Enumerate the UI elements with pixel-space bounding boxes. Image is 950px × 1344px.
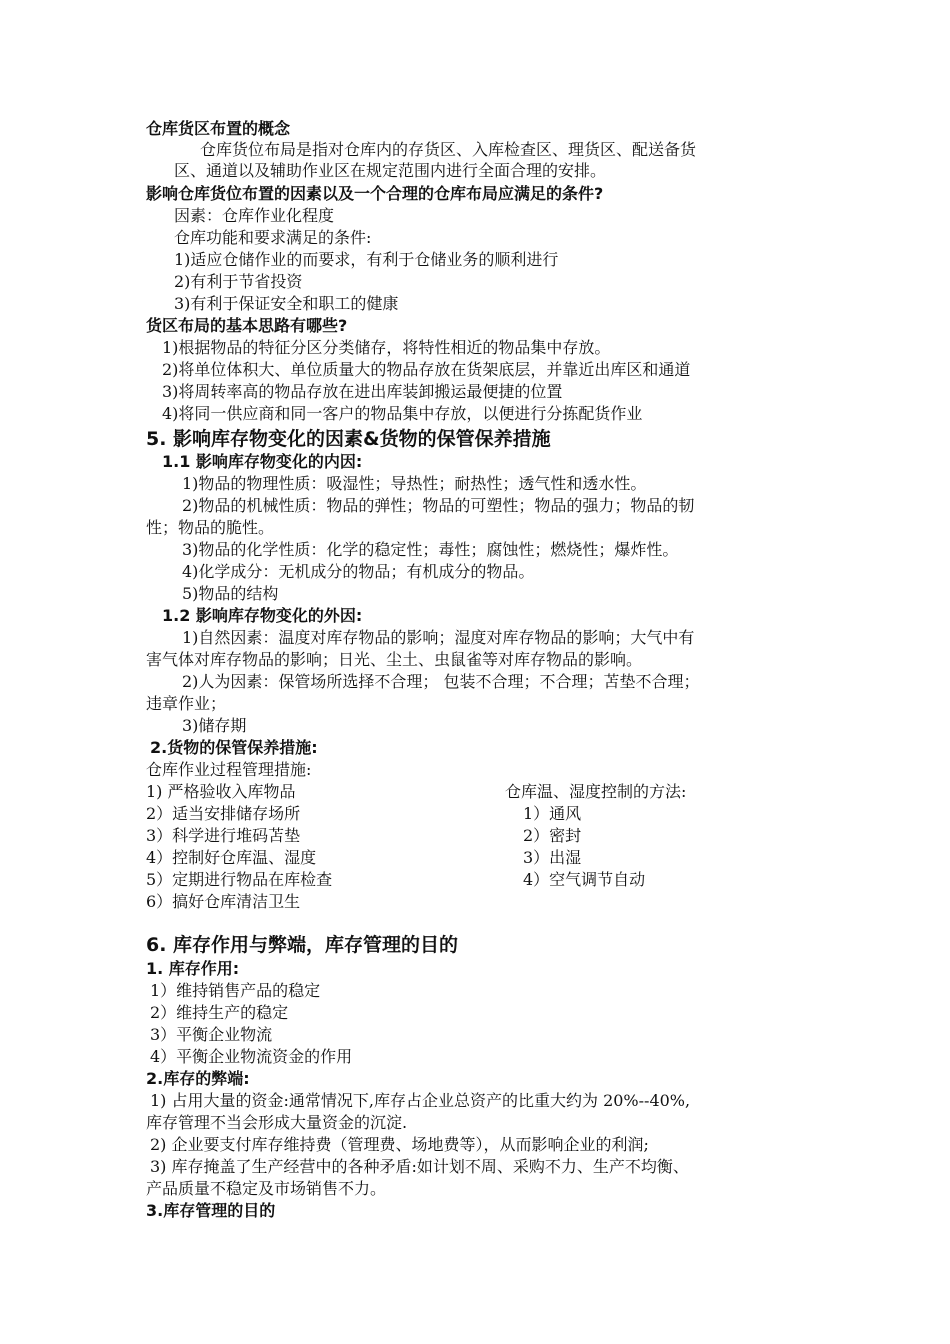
list-item: 4）控制好仓库温、湿度	[146, 848, 317, 867]
list-item: 2)有利于节省投资	[174, 272, 303, 291]
list-item: 3）出湿	[523, 848, 582, 867]
paragraph-line: 3)储存期	[182, 716, 247, 735]
paragraph-line: 区、通道以及辅助作业区在规定范围内进行全面合理的安排。	[174, 161, 607, 180]
list-item: 3)将周转率高的物品存放在进出库装卸搬运最便捷的位置	[162, 382, 563, 401]
paragraph-line: 害气体对库存物品的影响；日光、尘土、虫鼠雀等对库存物品的影响。	[146, 650, 643, 669]
list-item: 6）搞好仓库清洁卫生	[146, 892, 301, 911]
list-item: 2)将单位体积大、单位质量大的物品存放在货架底层，并靠近出库区和通道	[162, 360, 691, 379]
subheading-drawbacks: 2.库存的弊端:	[146, 1069, 250, 1088]
list-item: 2）适当安排储存场所	[146, 804, 301, 823]
section-heading-6: 6. 库存作用与弊端，库存管理的目的	[146, 934, 459, 956]
list-item: 4）空气调节自动	[523, 870, 646, 889]
paragraph-line: 3)物品的化学性质：化学的稳定性；毒性；腐蚀性；燃烧性；爆炸性。	[182, 540, 679, 559]
list-item: 4）平衡企业物流资金的作用	[150, 1047, 353, 1066]
list-item: 1)适应仓储作业的而要求，有利于仓储业务的顺利进行	[174, 250, 559, 269]
paragraph-line: 1)自然因素：温度对库存物品的影响；湿度对库存物品的影响；大气中有	[182, 628, 695, 647]
paragraph-line: 因素：仓库作业化程度	[174, 206, 335, 225]
paragraph-line: 仓库温、湿度控制的方法:	[505, 782, 687, 801]
list-item: 3）科学进行堆码苫垫	[146, 826, 301, 845]
list-item: 3)有利于保证安全和职工的健康	[174, 294, 399, 313]
list-item: 1）维持销售产品的稳定	[150, 981, 321, 1000]
section-title-layout: 货区布局的基本思路有哪些?	[146, 316, 348, 335]
subheading-measures: 2.货物的保管保养措施:	[150, 738, 318, 757]
list-item: 1）通风	[523, 804, 582, 823]
paragraph-line: 2)物品的机械性质：物品的弹性；物品的可塑性；物品的强力；物品的韧	[182, 496, 695, 515]
paragraph-line: 5)物品的结构	[182, 584, 279, 603]
list-item: 1)根据物品的特征分区分类储存，将特性相近的物品集中存放。	[162, 338, 611, 357]
paragraph-line: 3) 库存掩盖了生产经营中的各种矛盾:如计划不周、采购不力、生产不均衡、	[150, 1157, 689, 1176]
paragraph-line: 1)物品的物理性质：吸湿性；导热性；耐热性；透气性和透水性。	[182, 474, 647, 493]
section-title-concept: 仓库货区布置的概念	[146, 119, 291, 138]
paragraph-line: 违章作业；	[146, 694, 227, 713]
paragraph-line: 库存管理不当会形成大量资金的沉淀.	[146, 1113, 408, 1132]
list-item: 2）维持生产的稳定	[150, 1003, 289, 1022]
paragraph-line: 2)人为因素：保管场所选择不合理； 包装不合理；不合理；苫垫不合理；	[182, 672, 700, 691]
subheading-internal: 1.1 影响库存物变化的内因:	[162, 452, 363, 471]
paragraph-line: 仓库货位布局是指对仓库内的存货区、入库检查区、理货区、配送备货	[200, 140, 697, 159]
list-item: 4)将同一供应商和同一客户的物品集中存放，以便进行分拣配货作业	[162, 404, 643, 423]
paragraph-line: 4)化学成分：无机成分的物品；有机成分的物品。	[182, 562, 535, 581]
list-item: 1) 严格验收入库物品	[146, 782, 296, 801]
paragraph-line: 仓库功能和要求满足的条件:	[174, 228, 372, 247]
paragraph-line: 仓库作业过程管理措施:	[146, 760, 312, 779]
list-item: 5）定期进行物品在库检查	[146, 870, 333, 889]
subheading-external: 1.2 影响库存物变化的外因:	[162, 606, 363, 625]
paragraph-line: 2) 企业要支付库存维持费（管理费、场地费等），从而影响企业的利润;	[150, 1135, 649, 1154]
list-item: 3）平衡企业物流	[150, 1025, 273, 1044]
paragraph-line: 产品质量不稳定及市场销售不力。	[146, 1179, 387, 1198]
paragraph-line: 性；物品的脆性。	[146, 518, 275, 537]
subheading-purpose: 3.库存管理的目的	[146, 1201, 276, 1220]
section-title-factors: 影响仓库货位布置的因素以及一个合理的仓库布局应满足的条件?	[146, 184, 604, 203]
subheading-role: 1. 库存作用:	[146, 959, 240, 978]
section-heading-5: 5. 影响库存物变化的因素&货物的保管保养措施	[146, 428, 551, 450]
list-item: 2）密封	[523, 826, 582, 845]
paragraph-line: 1) 占用大量的资金:通常情况下,库存占企业总资产的比重大约为 20%--40%,	[150, 1091, 691, 1110]
